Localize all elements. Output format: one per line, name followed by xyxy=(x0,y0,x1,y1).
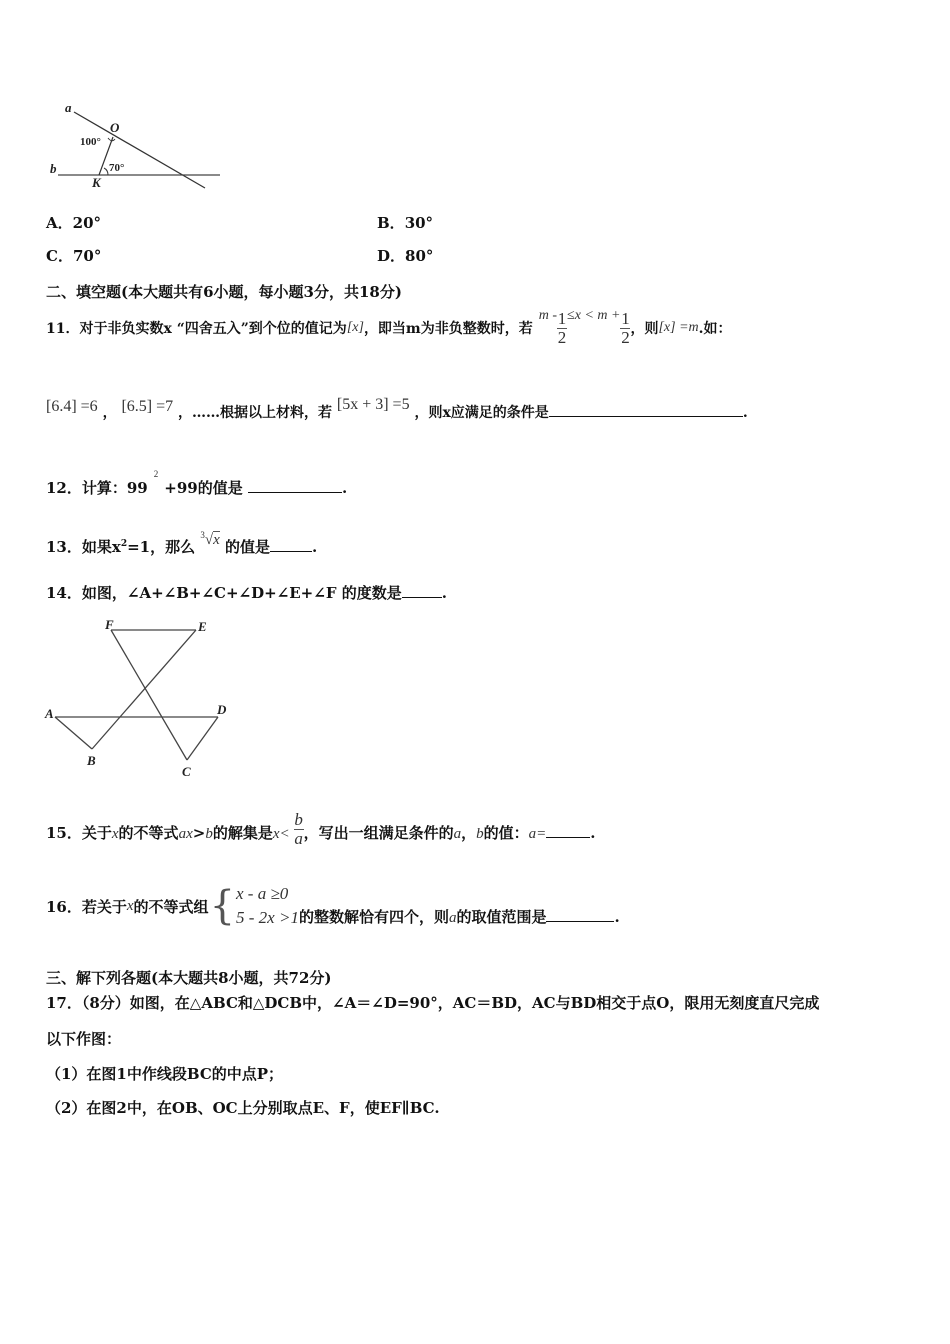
svg-text:C: C xyxy=(182,764,191,779)
option-a[interactable]: A．20° xyxy=(46,214,102,232)
label-a: a xyxy=(65,100,72,115)
cube-root: $^3$√x xyxy=(200,530,220,548)
section-3-heading: 三、解下列各题(本大题共8小题，共72分) xyxy=(46,969,332,987)
option-c[interactable]: C．70° xyxy=(46,247,102,265)
question-17-line2: 以下作图： xyxy=(46,1030,122,1048)
svg-text:B: B xyxy=(87,753,96,768)
label-o: O xyxy=(110,120,120,135)
angle-100: 100° xyxy=(80,136,101,148)
answer-blank-14[interactable] xyxy=(402,583,442,598)
question-16: 16．若关于 x 的不等式组 { x - a ≥0 5 - 2x >1 的整数解恰有四个，则a的取值范围是 . xyxy=(46,883,620,929)
label-k: K xyxy=(92,175,101,190)
svg-text:A: A xyxy=(45,706,54,721)
question-11-line1: 11．对于非负实数x “四舍五入”到个位的值记为 [x] ，即当m为非负整数时，若 m - $\frac{1}{2}$ ≤x < m + $\frac{1}{2}$ ，则 [x] =m .如： xyxy=(46,308,732,347)
question-15: 15．关于x的不等式ax>b的解集是x< $\frac{b}{a}$ ，写出一组满足条件的a，b的值：a= . xyxy=(46,810,596,848)
figure-14 xyxy=(40,610,240,785)
figure-angle-lines xyxy=(40,95,240,195)
question-14: 14．如图，∠A+∠B+∠C+∠D+∠E+∠F 的度数是 . xyxy=(46,584,447,602)
answer-blank-16[interactable] xyxy=(546,907,614,922)
inequality-system: x - a ≥0 5 - 2x >1 xyxy=(236,884,299,927)
question-17-part1: （1）在图1中作线段BC的中点P； xyxy=(46,1065,284,1083)
question-13: 13．如果$x^2=1$，那么 $^3$√x 的值是 . xyxy=(46,530,318,556)
answer-blank-11[interactable] xyxy=(549,402,743,417)
answer-blank-13[interactable] xyxy=(270,537,312,552)
answer-blank-12[interactable] xyxy=(248,478,342,493)
question-17-part2: （2）在图2中，在OB、OC上分别取点E、F，使EF∥BC. xyxy=(46,1099,440,1117)
section-2-heading: 二、填空题(本大题共有6小题，每小题3分，共18分) xyxy=(46,283,402,301)
svg-text:F: F xyxy=(105,617,114,632)
label-b: b xyxy=(50,161,57,176)
question-17-line1: 17．（8分）如图，在△ABC和△DCB中，∠A＝∠D=90°，AC＝BD，AC与BD相交于点O，限用无刻度直尺完成 xyxy=(46,994,820,1012)
question-11-line2: [6.4] =6 ， [6.5] =7 ，……根据以上材料，若 [5x + 3] =5 ，则x应满足的条件是 . xyxy=(46,396,748,421)
option-b[interactable]: B．30° xyxy=(377,214,434,232)
answer-blank-15[interactable] xyxy=(546,823,590,838)
question-12: 12．计算：$99^2+99$的值是 . xyxy=(46,469,348,497)
angle-70: 70° xyxy=(109,162,125,174)
option-d[interactable]: D．80° xyxy=(377,247,434,265)
svg-text:D: D xyxy=(217,702,227,717)
svg-text:E: E xyxy=(198,619,207,634)
